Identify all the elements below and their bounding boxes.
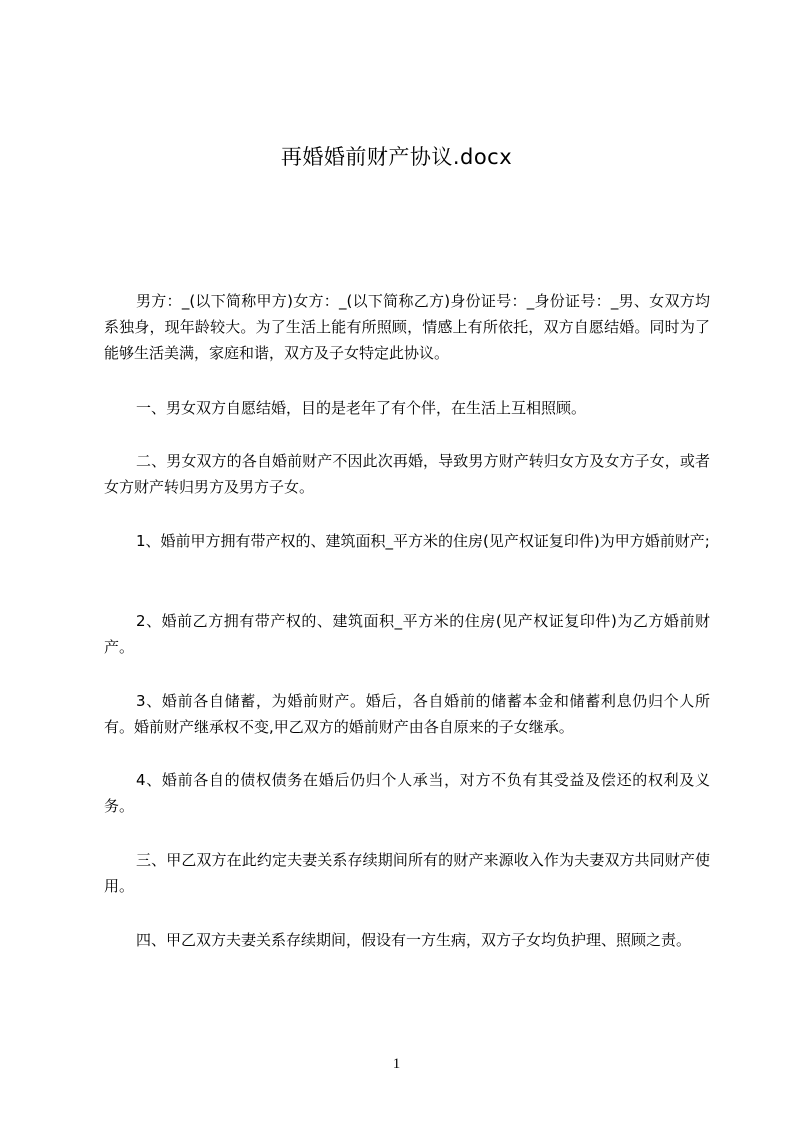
paragraph-clause-1: 一、男女双方自愿结婚，目的是老年了有个伴，在生活上互相照顾。 [136, 399, 587, 417]
paragraph-parties: 男方：_(以下简称甲方)女方：_(以下简称乙方)身份证号：_身份证号：_男、女双方均系独身，现年龄较大。为了生活上能有所照顾，情感上有所依托，双方自愿结婚。同时为了能够生活美满，家庭和谐，双方及子女特定此协议。 [104, 292, 710, 362]
paragraph-item-1: 1、婚前甲方拥有带产权的、建筑面积_平方米的住房(见产权证复印件)为甲方婚前财产; [136, 532, 710, 550]
paragraph-item-3: 3、婚前各自储蓄，为婚前财产。婚后，各自婚前的储蓄本金和储蓄利息仍归个人所有。婚前财产继承权不变,甲乙双方的婚前财产由各自原来的子女继承。 [104, 692, 710, 736]
paragraph-clause-2: 二、男女双方的各自婚前财产不因此次再婚，导致男方财产转归女方及女方子女，或者女方财产转归男方及男方子女。 [104, 452, 710, 496]
paragraph-clause-4: 四、甲乙双方夫妻关系存续期间，假设有一方生病，双方子女均负护理、照顾之责。 [136, 931, 692, 949]
document-title: 再婚婚前财产协议.docx [280, 145, 513, 169]
paragraph-clause-3: 三、甲乙双方在此约定夫妻关系存续期间所有的财产来源收入作为夫妻双方共同财产使用。 [104, 851, 710, 895]
paragraph-item-2: 2、婚前乙方拥有带产权的、建筑面积_平方米的住房(见产权证复印件)为乙方婚前财产。 [104, 612, 710, 656]
page-number: 1 [392, 1056, 401, 1072]
paragraph-item-4: 4、婚前各自的债权债务在婚后仍归个人承当，对方不负有其受益及偿还的权利及义务。 [104, 771, 710, 815]
